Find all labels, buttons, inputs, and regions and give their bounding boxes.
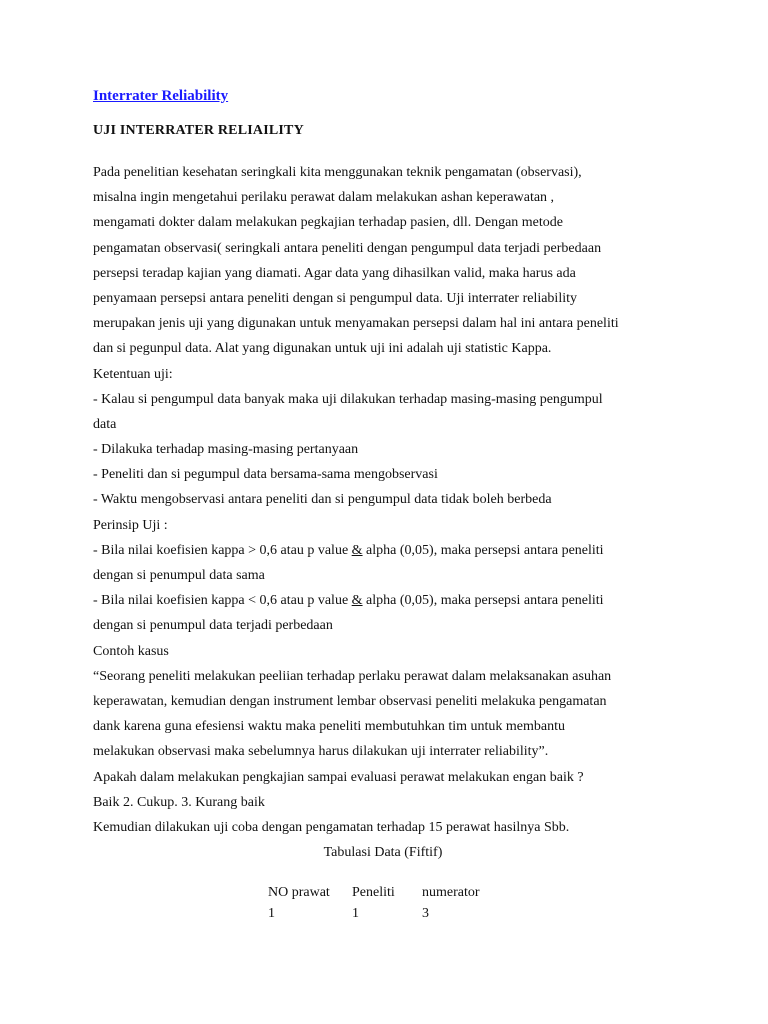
table-header: numerator xyxy=(422,885,480,900)
list-item: - Kalau si pengumpul data banyak maka uji dilakukan terhadap masing-masing pengumpul xyxy=(93,391,603,407)
list-item: - Dilakuka terhadap masing-masing pertanyaan xyxy=(93,442,359,458)
quote-line: melakukan observasi maka sebelumnya harus dilakukan uji interrater reliability”. xyxy=(93,744,549,760)
ampersand: & xyxy=(351,593,363,609)
rule-item xyxy=(93,588,693,613)
ketentuan-heading: Ketentuan uji: xyxy=(93,366,173,382)
quote-line: “Seorang peneliti melakukan peeliian terhadap perlaku perawat dalam melaksanakan asuhan xyxy=(93,668,612,684)
paragraph-line: persepsi teradap kajian yang diamati. Agar data yang dihasilkan valid, maka harus ada xyxy=(93,265,576,281)
options-line: Baik 2. Cukup. 3. Kurang baik xyxy=(93,794,265,810)
section-heading: UJI INTERRATER RELIAILITY xyxy=(93,123,304,138)
title-link[interactable]: Interrater Reliability xyxy=(93,88,229,104)
question-line: Apakah dalam melakukan pengkajian sampai evaluasi perawat melakukan engan baik ? xyxy=(93,769,584,785)
rule-item xyxy=(93,538,693,563)
rule-text: alpha (0,05), maka persepsi antara peneliti xyxy=(362,542,604,558)
table-header: Peneliti xyxy=(352,885,395,900)
paragraph-line: penyamaan persepsi antara peneliti dengan si pengumpul data. Uji interrater reliability xyxy=(93,290,577,306)
table-title: Tabulasi Data (Fiftif) xyxy=(323,845,443,861)
paragraph-line: mengamati dokter dalam melakukan pegkajian terhadap pasien, dll. Dengan metode xyxy=(93,215,563,231)
list-item-cont: data xyxy=(93,416,117,432)
quote-line: keperawatan, kemudian dengan instrument lembar observasi peneliti melakuka pengamatan xyxy=(93,693,607,709)
table-header: NO prawat xyxy=(268,885,330,900)
table-header-row xyxy=(268,882,512,903)
quote-line: dank karena guna efesiensi waktu maka peneliti membutuhkan tim untuk membantu xyxy=(93,719,565,735)
paragraph-line: misalna ingin mengetahui perilaku perawat dalam melakukan ashan keperawatan , xyxy=(93,190,555,206)
rule-text: alpha (0,05), maka persepsi antara peneliti xyxy=(362,593,604,609)
paragraph-line: dan si pegunpul data. Alat yang digunakan untuk uji ini adalah uji statistic Kappa. xyxy=(93,341,552,357)
paragraph-line: merupakan jenis uji yang digunakan untuk menyamakan persepsi dalam hal ini antara peneliti xyxy=(93,316,619,332)
rule-text: - Bila nilai koefisien kappa < 0,6 atau p value xyxy=(93,593,352,609)
rule-text: - Bila nilai koefisien kappa > 0,6 atau p value xyxy=(93,542,352,558)
rule-item-cont: dengan si penumpul data sama xyxy=(93,568,265,583)
list-item: - Waktu mengobservasi antara peneliti dan si pengumpul data tidak boleh berbeda xyxy=(93,492,552,508)
table-cell: 1 xyxy=(352,906,359,921)
paragraph-line: Kemudian dilakukan uji coba dengan pengamatan terhadap 15 perawat hasilnya Sbb. xyxy=(93,819,570,835)
rule-item-cont: dengan si penumpul data terjadi perbedaan xyxy=(93,618,333,634)
prinsip-heading: Perinsip Uji : xyxy=(93,517,168,533)
list-item: - Peneliti dan si pegumpul data bersama-sama mengobservasi xyxy=(93,467,438,483)
table-row xyxy=(268,903,512,924)
data-table xyxy=(268,882,512,924)
paragraph-line: Pada penelitian kesehatan seringkali kita menggunakan teknik pengamatan (observasi), xyxy=(93,165,582,180)
contoh-heading: Contoh kasus xyxy=(93,643,169,659)
table-cell: 1 xyxy=(268,906,275,921)
paragraph-line: pengamatan observasi( seringkali antara peneliti dengan pengumpul data terjadi perbedaan xyxy=(93,240,602,256)
body-text xyxy=(93,160,693,865)
table-cell: 3 xyxy=(422,906,429,921)
ampersand: & xyxy=(351,542,363,558)
